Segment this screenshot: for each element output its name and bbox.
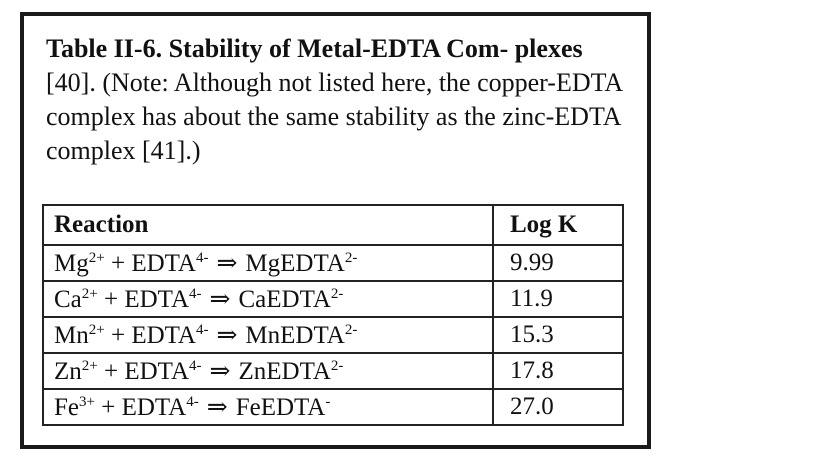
table-row bbox=[43, 281, 623, 317]
header-log-k: Log K bbox=[493, 205, 623, 245]
ligand-charge: 4- bbox=[195, 250, 209, 266]
ligand: EDTA bbox=[131, 322, 196, 349]
log-k-cell: 27.0 bbox=[493, 389, 623, 425]
table-frame bbox=[20, 12, 651, 449]
metal: Zn bbox=[54, 358, 82, 385]
arrow-icon: ⇒ bbox=[216, 322, 238, 349]
arrow-icon: ⇒ bbox=[216, 250, 238, 277]
stability-table bbox=[42, 204, 624, 426]
caption-label: Table II-6. Stability of Metal-EDTA Com- plexes bbox=[46, 34, 583, 63]
log-k-cell: 15.3 bbox=[493, 317, 623, 353]
table-row bbox=[43, 353, 623, 389]
reaction-cell: $Zn^{2+}$ + $EDTA^{4-}$ ⇒ ZnEDTA$^{2-}$ bbox=[43, 353, 493, 389]
ligand: EDTA bbox=[124, 358, 190, 385]
product: CaEDTA bbox=[238, 286, 331, 313]
reaction-cell: $Fe^{3+}$ + $EDTA^{4-}$ ⇒ FeEDTA- bbox=[43, 389, 493, 425]
ligand: EDTA bbox=[121, 394, 187, 421]
product-charge: 2- bbox=[344, 250, 358, 266]
ligand-charge: 4- bbox=[186, 394, 199, 410]
header-reaction: Reaction bbox=[43, 205, 493, 245]
product-charge: 2- bbox=[344, 322, 358, 338]
reaction-cell: $Ca^{2+}$ + $EDTA^{4-}$ ⇒ CaEDTA$^{2-}$ bbox=[43, 281, 493, 317]
arrow-icon: ⇒ bbox=[209, 286, 231, 313]
metal: Mg bbox=[54, 250, 89, 277]
caption-text: [40]. (Note: Although not listed here, the copper-EDTA complex has about the same stability as the zinc-EDTA complex [41].) bbox=[46, 68, 622, 165]
table-row bbox=[43, 245, 623, 281]
ligand: EDTA bbox=[131, 250, 196, 277]
ligand: EDTA bbox=[124, 286, 190, 313]
product: ZnEDTA bbox=[238, 358, 331, 385]
ligand-charge: 4- bbox=[189, 358, 202, 374]
reaction-cell: $Mg^{2+}$ + $EDTA^{4-}$ ⇒ MgEDTA$^{2-}$ bbox=[43, 245, 493, 281]
product: MnEDTA bbox=[245, 322, 345, 349]
charge: 2+ bbox=[88, 250, 105, 266]
arrow-icon: ⇒ bbox=[209, 358, 231, 385]
table-row bbox=[43, 317, 623, 353]
log-k-cell: 9.99 bbox=[493, 245, 623, 281]
header-row bbox=[43, 205, 623, 245]
charge: 2+ bbox=[81, 358, 98, 374]
product: MgEDTA bbox=[245, 250, 345, 277]
table-row bbox=[43, 389, 623, 425]
product-charge: 2- bbox=[330, 358, 344, 374]
product-charge: 2- bbox=[330, 286, 344, 302]
product-charge: - bbox=[325, 394, 331, 410]
arrow-icon: ⇒ bbox=[206, 394, 228, 421]
charge: 2+ bbox=[81, 286, 98, 302]
ligand-charge: 4- bbox=[195, 322, 209, 338]
metal: Ca bbox=[54, 286, 82, 313]
charge: 3+ bbox=[79, 394, 95, 410]
metal: Mn bbox=[54, 322, 89, 349]
ligand-charge: 4- bbox=[189, 286, 202, 302]
metal: Fe bbox=[54, 394, 79, 421]
product: FeEDTA bbox=[235, 394, 326, 421]
reaction-cell: $Mn^{2+}$ + $EDTA^{4-}$ ⇒ MnEDTA$^{2-}$ bbox=[43, 317, 493, 353]
charge: 2+ bbox=[88, 322, 105, 338]
table-caption bbox=[46, 32, 636, 168]
log-k-cell: 11.9 bbox=[493, 281, 623, 317]
log-k-cell: 17.8 bbox=[493, 353, 623, 389]
